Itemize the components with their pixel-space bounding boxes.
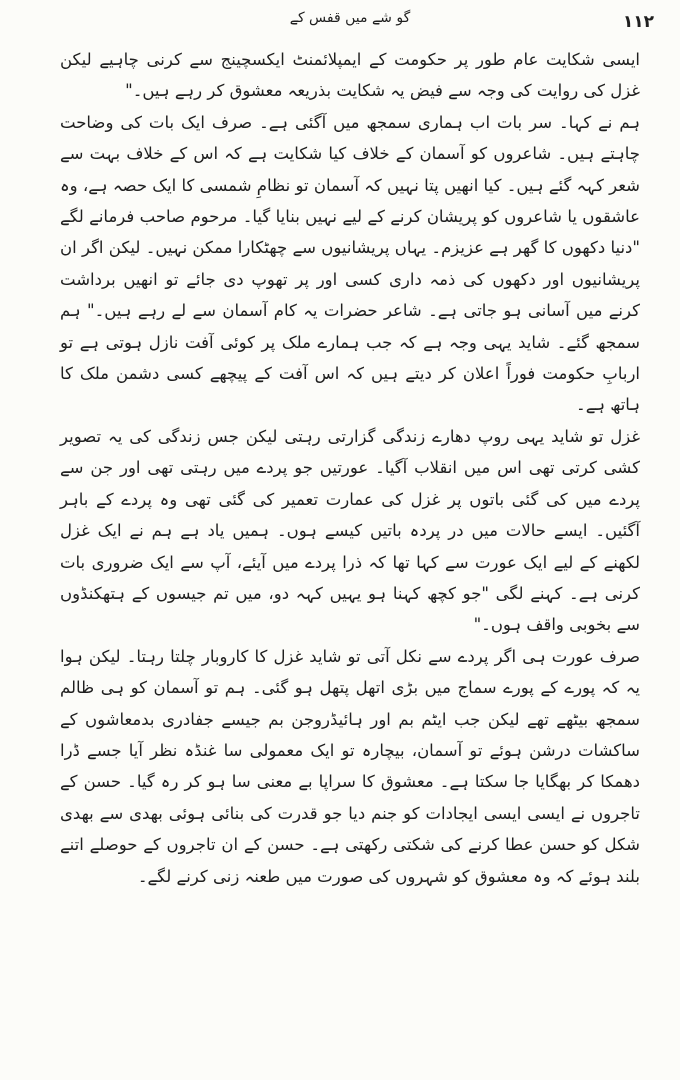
paragraph-4: صرف عورت ہی اگر پردے سے نکل آتی تو شاید غزل کا کاروبار چلتا رہتا۔ لیکن ہوا یہ کہ پورے کے پورے سماج میں بڑی اتھل پتھل ہو گئی۔ ہم تو آسمان کو ہی ظالم سمجھ بیٹھے تھے لیکن جب ایٹم بم اور ہائیڈروجن بم جیسے جفادری بدمعاشوں کے ساکشات درشن ہوئے تو آسمان، بیچارہ تو ایک معمولی سا غنڈہ نظر آیا جسے ڈرا دھمکا کر بھگایا جا سکتا ہے۔ معشوق کا سراپا بے معنی سا ہو کر رہ گیا۔ حسن کے تاجروں نے ایسی ایسی ایجادات کو جنم دیا جو قدرت کی بنائی ہوئی بھدی سے بھدی شکل کو حسن عطا کرنے کی شکتی رکھتی ہے۔ حسن کے ان تاجروں کے حوصلے اتنے بلند ہوئے کہ وہ معشوق کو شہروں کی صورت میں طعنہ زنی کرنے لگے۔ — [60, 646, 640, 886]
paragraph-1: ایسی شکایت عام طور پر حکومت کے ایمپلائمنٹ ایکسچینج سے کرنی چاہیے لیکن غزل کی روایت کی وجہ سے فیض یہ شکایت بذریعہ معشوق کر رہے ہیں۔" — [60, 50, 640, 101]
running-head — [0, 8, 680, 38]
body-text — [60, 44, 640, 892]
page-number: ۱۱۲ — [622, 12, 654, 32]
paragraph-3: غزل تو شاید یہی روپ دھارے زندگی گزارتی رہتی لیکن جس زندگی کی یہ تصویر کشی کرتی تھی اس میں انقلاب آگیا۔ عورتیں جو پردے میں رہتی تھی اور جن سے پردے میں کی گئی باتوں پر غزل کی عمارت تعمیر کی گئی تھی وہ پردے کے باہر آگئیں۔ ایسے حالات میں در پردہ باتیں کیسے ہوں۔ ہمیں یاد ہے ہم نے ایک غزل لکھنے کے لیے ایک عورت سے کہا تھا کہ ذرا پردے میں آیئے، آپ سے ایک ضروری بات کرنی ہے۔ کہنے لگی "جو کچھ کہنا ہو یہیں کہہ دو، میں تم جیسوں کے ہتھکنڈوں سے بخوبی واقف ہوں۔" — [60, 426, 640, 635]
paragraph-2: ہم نے کہا۔ سر بات اب ہماری سمجھ میں آگئی ہے۔ صرف ایک بات کی وضاحت چاہتے ہیں۔ شاعروں کو آسمان کے خلاف کیا شکایت ہے کہ اس کے خلاف بہت سے شعر کہہ گئے ہیں۔ کیا انھیں پتا نہیں کہ آسمان تو نظامِ شمسی کا ایک حصہ ہے، وہ عاشقوں یا شاعروں کو پریشان کرنے کے لیے نہیں بنایا گیا۔ مرحوم صاحب فرمانے لگے "دنیا دکھوں کا گھر ہے عزیزم۔ یہاں پریشانیوں سے چھٹکارا ممکن نہیں۔ لیکن اگر ان پریشانیوں اور دکھوں کی ذمہ داری کسی اور پر تھوپ دی جائے تو انھیں برداشت کرنے میں آسانی ہو جاتی ہے۔ شاعر حضرات یہ کام آسمان سے لے رہے ہیں۔" ہم سمجھ گئے۔ شاید یہی وجہ ہے کہ جب ہمارے ملک پر کوئی آفت نازل ہوتی ہے تو اربابِ حکومت فوراً اعلان کر دیتے ہیں کہ اس آفت کے پیچھے کسی دشمن ملک کا ہاتھ ہے۔ — [60, 112, 640, 415]
running-head-title: گو شے میں قفس کے — [289, 10, 411, 26]
